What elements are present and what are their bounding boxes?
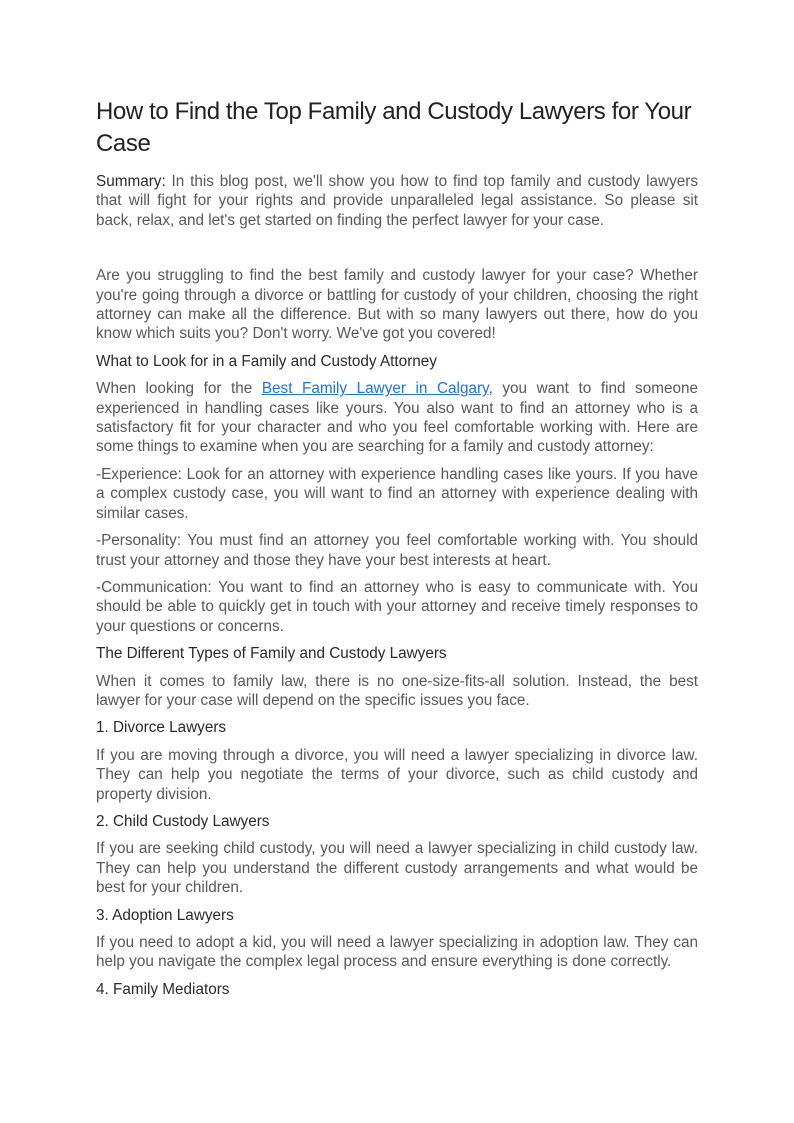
page-title: How to Find the Top Family and Custody Lawyers for Your Case bbox=[96, 98, 692, 157]
section1-paragraph bbox=[96, 379, 698, 457]
document-page bbox=[96, 96, 698, 999]
type-text-child-custody: If you are seeking child custody, you will need a lawyer specializing in child custody law. They can help you understand the different custody arrangements and what would be best for your children. bbox=[96, 840, 698, 897]
type-heading-child-custody: 2. Child Custody Lawyers bbox=[96, 812, 270, 830]
summary-text: In this blog post, we'll show you how to find top family and custody lawyers that will fight for your rights and provide unparalleled legal assistance. So please sit back, relax, and let's get started on finding the perfect lawyer for your case. bbox=[96, 173, 698, 229]
type-heading-divorce: 1. Divorce Lawyers bbox=[96, 719, 227, 737]
best-family-lawyer-link[interactable]: Best Family Lawyer in Calgary bbox=[261, 380, 489, 398]
type-text-divorce: If you are moving through a divorce, you will need a lawyer specializing in divorce law. They can help you negotiate the terms of your divorce, such as child custody and property division. bbox=[96, 746, 698, 803]
personality-paragraph: -Personality: You must find an attorney you feel comfortable working with. You should trust your attorney and those they have your best interests at heart. bbox=[96, 532, 698, 569]
experience-paragraph: -Experience: Look for an attorney with experience handling cases like yours. If you have a complex custody case, you will want to find an attorney with experience dealing with similar cases. bbox=[96, 465, 698, 522]
intro-paragraph: Are you struggling to find the best family and custody lawyer for your case? Whether you're going through a divorce or battling for custody of your children, choosing the right attorney can make all the difference. But with so many lawyers out there, how do you know which suits you? Don't worry. We've got you covered! bbox=[96, 267, 698, 343]
type-heading-mediators: 4. Family Mediators bbox=[96, 980, 230, 998]
section2-paragraph: When it comes to family law, there is no one-size-fits-all solution. Instead, the best lawyer for your case will depend on the specific issues you face. bbox=[96, 672, 698, 709]
summary-label: Summary: bbox=[96, 173, 166, 190]
section1-text-before: When looking for the bbox=[96, 380, 262, 398]
section-heading-what-to-look-for: What to Look for in a Family and Custody Attorney bbox=[96, 352, 437, 370]
type-heading-adoption: 3. Adoption Lawyers bbox=[96, 906, 234, 924]
section1-text-after: , you want to find someone experienced in handling cases like yours. You also want to find an attorney who is a satisfactory fit for your character and who you feel comfortable working with. Here are some things to examine when you are searching for a family and custody attorney: bbox=[96, 380, 698, 456]
communication-paragraph: -Communication: You want to find an attorney who is easy to communicate with. You should be able to quickly get in touch with your attorney and receive timely responses to your questions or concerns. bbox=[96, 578, 698, 635]
section-heading-types: The Different Types of Family and Custody Lawyers bbox=[96, 645, 447, 663]
type-text-adoption: If you need to adopt a kid, you will need a lawyer specializing in adoption law. They can help you navigate the complex legal process and ensure everything is done correctly. bbox=[96, 934, 698, 971]
summary-paragraph bbox=[96, 172, 698, 230]
